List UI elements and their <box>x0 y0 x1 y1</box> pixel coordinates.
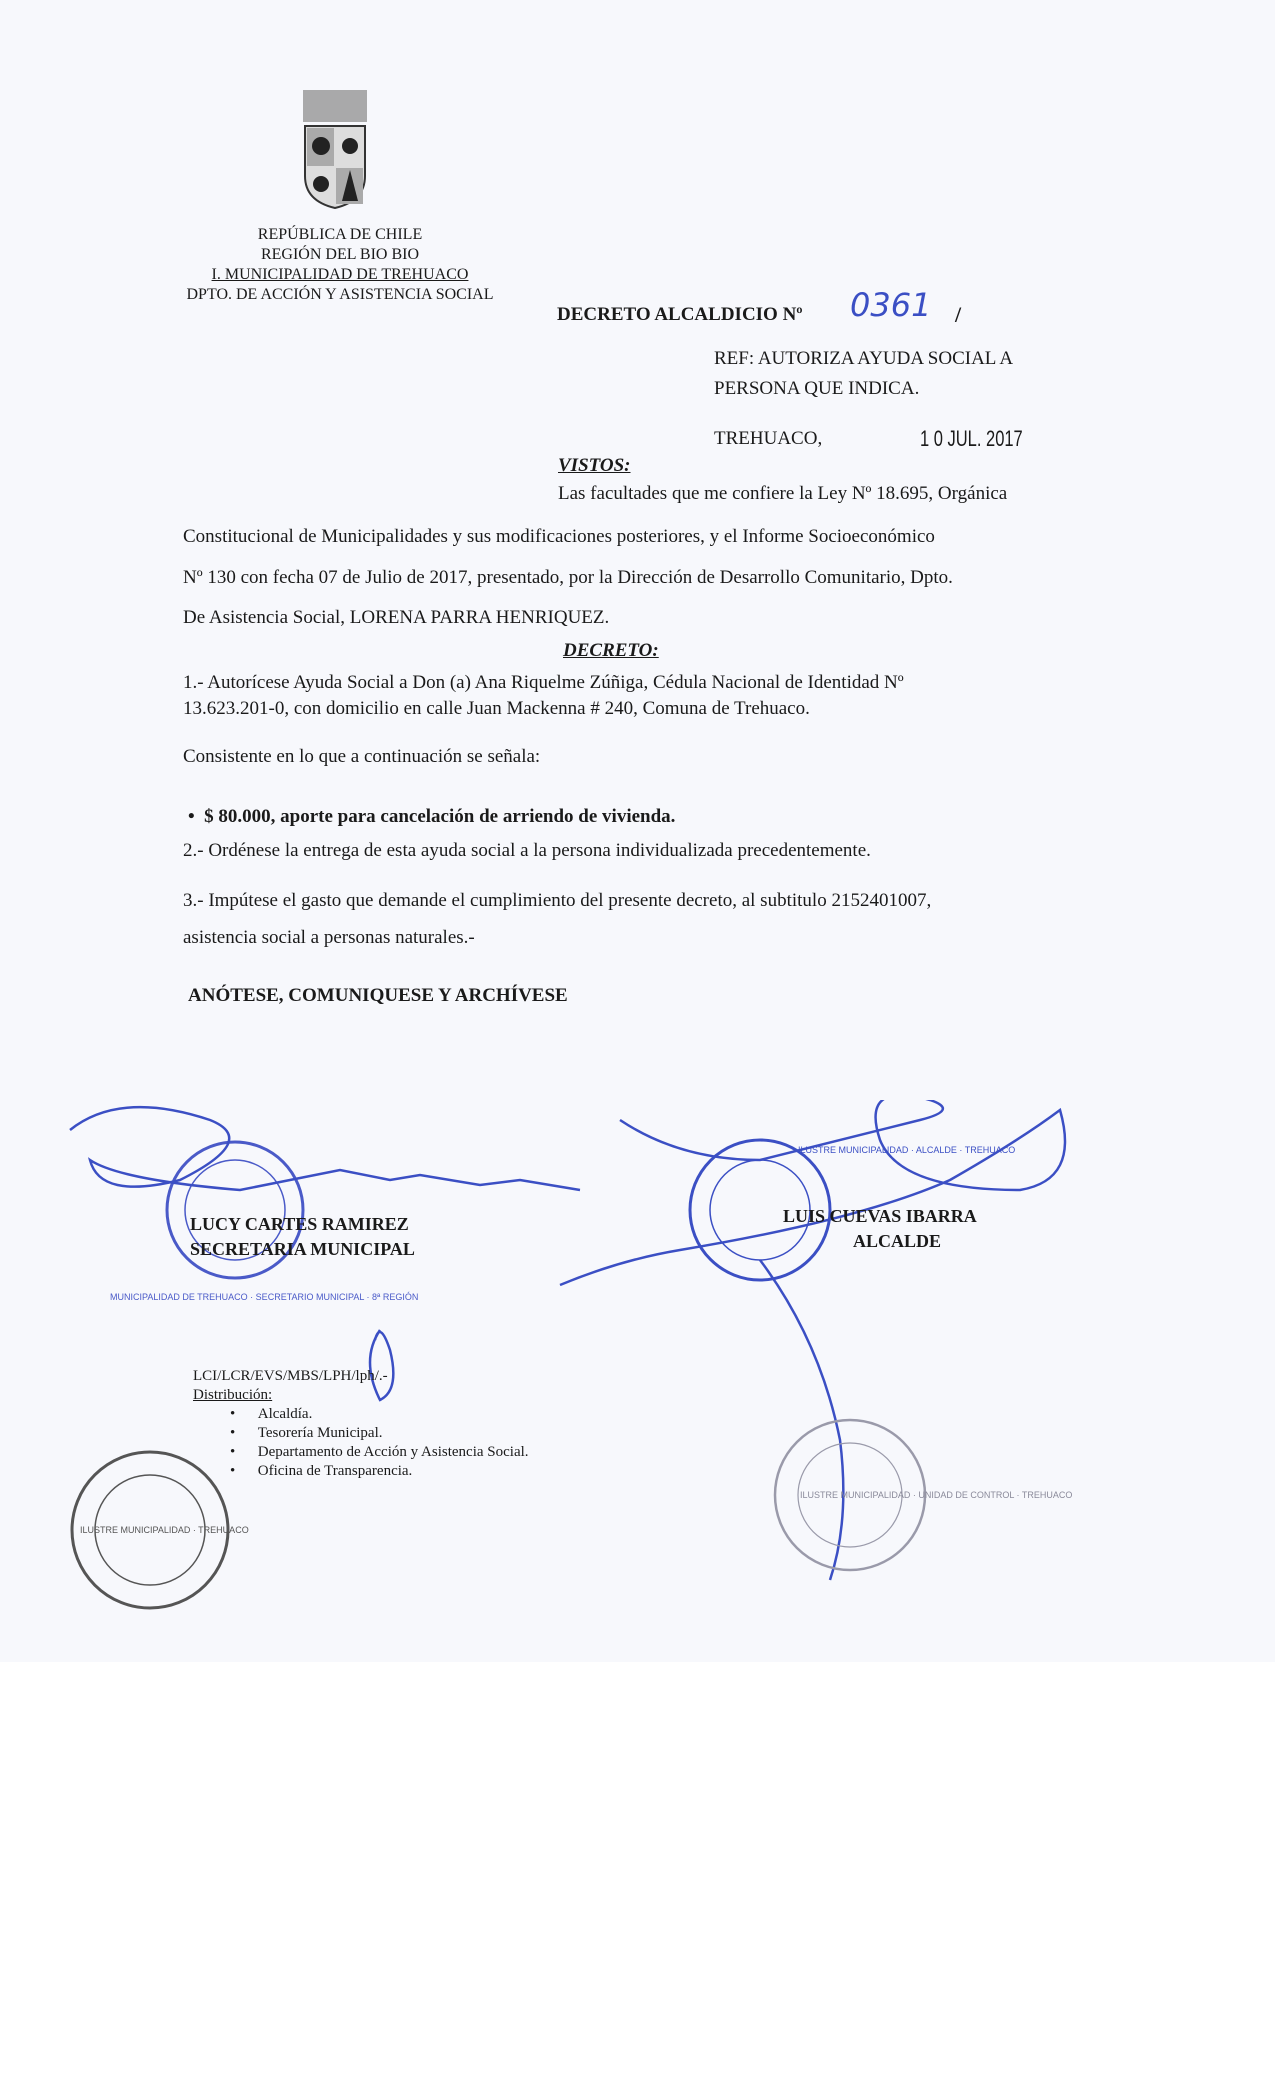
decreto-item-3-cont: asistencia social a personas naturales.- <box>183 927 475 948</box>
header-line: REGIÓN DEL BIO BIO <box>260 246 420 263</box>
decreto-heading: DECRETO: <box>563 640 659 661</box>
secretaria-stamp-text: MUNICIPALIDAD DE TREHUACO · SECRETARIO MUNICIPAL · 8ª REGIÓN <box>110 1292 419 1302</box>
distribution-item: • Departamento de Acción y Asistencia Social. <box>230 1444 529 1460</box>
place: TREHUACO, <box>714 428 823 449</box>
decreto-item-2: 2.- Ordénese la entrega de esta ayuda social a la persona individualizada precedentemente. <box>183 840 871 861</box>
aid-amount: $ 80.000, aporte para cancelación de arriendo de vivienda. <box>204 806 676 827</box>
distribution-item-label: Oficina de Transparencia. <box>257 1463 413 1479</box>
coat-of-arms-logo <box>295 86 375 212</box>
distribution-list <box>230 1405 529 1481</box>
alcalde-signature <box>560 1100 1065 1580</box>
closing-formula: ANÓTESE, COMUNIQUESE Y ARCHÍVESE <box>188 985 568 1006</box>
consistente-text: Consistente en lo que a continuación se señala: <box>183 746 541 767</box>
distribution-item: • Oficina de Transparencia. <box>230 1463 413 1479</box>
initials: LCI/LCR/EVS/MBS/LPH/lph/.- <box>193 1368 388 1384</box>
left-signer-name: LUCY CARTES RAMIREZ <box>190 1214 409 1234</box>
control-stamp-text: ILUSTRE MUNICIPALIDAD · UNIDAD DE CONTROL · TREHUACO <box>800 1490 1073 1500</box>
decree-title: DECRETO ALCALDICIO Nº <box>557 304 803 325</box>
aid-bullet: • $ 80.000, aporte para cancelación de arriendo de vivienda. <box>188 806 676 827</box>
decreto-item-1-cont: 13.623.201-0, con domicilio en calle Juan Mackenna # 240, Comuna de Trehuaco. <box>183 698 810 719</box>
decree-slash: / <box>955 302 962 327</box>
distribution-item-label: Departamento de Acción y Asistencia Social. <box>257 1444 529 1460</box>
vistos-line: De Asistencia Social, LORENA PARRA HENRIQUEZ. <box>183 607 610 628</box>
distribution-item: • Tesorería Municipal. <box>230 1425 383 1441</box>
vistos-line: Nº 130 con fecha 07 de Julio de 2017, presentado, por la Dirección de Desarrollo Comunitario, Dpto. <box>183 567 953 588</box>
initials-signature <box>370 1330 393 1400</box>
distribution-item: • Alcaldía. <box>230 1406 313 1422</box>
secretaria-signature <box>70 1107 580 1190</box>
bottom-left-stamp-text: ILUSTRE MUNICIPALIDAD · TREHUACO <box>80 1525 249 1535</box>
distribution-item-label: Tesorería Municipal. <box>257 1425 383 1441</box>
header-line: REPÚBLICA DE CHILE <box>257 226 423 243</box>
decreto-item-1: 1.- Autorícese Ayuda Social a Don (a) Ana Riquelme Zúñiga, Cédula Nacional de Identidad Nº <box>183 672 904 693</box>
date-stamp: 1 0 JUL. 2017 <box>920 426 1023 451</box>
distribution-item-label: Alcaldía. <box>257 1406 313 1422</box>
ref-line: REF: AUTORIZA AYUDA SOCIAL A <box>714 348 1014 369</box>
header-line: DPTO. DE ACCIÓN Y ASISTENCIA SOCIAL <box>186 286 494 303</box>
right-signer-title: ALCALDE <box>853 1231 942 1251</box>
vistos-line: Las facultades que me confiere la Ley Nº 18.695, Orgánica <box>558 483 1008 504</box>
alcalde-stamp-text: ILUSTRE MUNICIPALIDAD · ALCALDE · TREHUACO <box>798 1145 1016 1155</box>
decree-number: 0361 <box>850 286 932 324</box>
vistos-heading: VISTOS: <box>558 455 631 476</box>
ref-line: PERSONA QUE INDICA. <box>714 378 920 399</box>
header-line: I. MUNICIPALIDAD DE TREHUACO <box>211 266 469 283</box>
left-signer-title: SECRETARIA MUNICIPAL <box>190 1239 415 1259</box>
header-block <box>160 225 520 305</box>
distribution-label: Distribución: <box>193 1387 273 1403</box>
decreto-item-3: 3.- Impútese el gasto que demande el cumplimiento del presente decreto, al subtitulo 2152401007, <box>183 890 932 911</box>
right-signer-name: LUIS CUEVAS IBARRA <box>783 1206 977 1226</box>
vistos-line: Constitucional de Municipalidades y sus modificaciones posteriores, y el Informe Socioeconómico <box>183 526 935 547</box>
